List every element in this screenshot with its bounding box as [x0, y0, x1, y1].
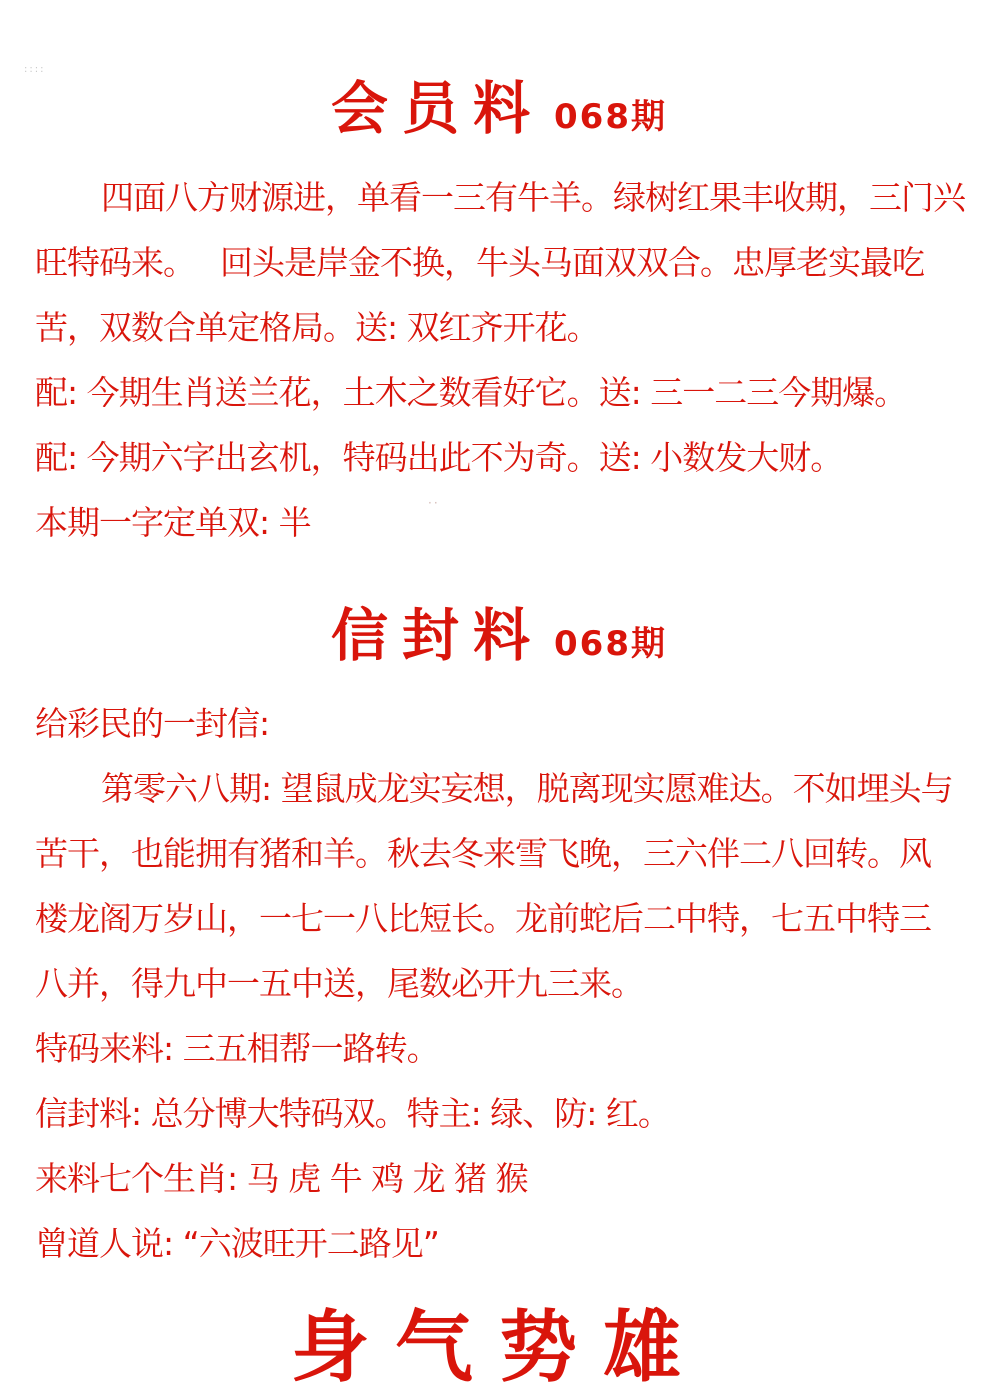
envelope-paragraph-line-1: 第零六八期: 望鼠成龙实妄想，脱离现实愿难达。不如埋头与 [101, 769, 953, 808]
envelope-zodiac-line: 来料七个生肖: 马 虎 牛 鸡 龙 猪 猴 [35, 1159, 528, 1198]
member-section-body [35, 165, 963, 555]
envelope-quote-line: 曾道人说: “六波旺开二路见” [35, 1224, 439, 1263]
member-pair-line-1: 配: 今期生肖送兰花，土木之数看好它。送: 三一二三今期爆。 [35, 373, 907, 412]
member-paragraph-line-1: 四面八方财源进，单看一三有牛羊。绿树红果丰收期，三门兴 [101, 178, 965, 217]
member-title-text: 会员料 [331, 76, 544, 142]
envelope-intro-line: 给彩民的一封信: [35, 704, 270, 743]
envelope-tip-line: 信封料: 总分博大特码双。特主: 绿、防: 红。 [35, 1094, 670, 1133]
scan-smudge-top-left: :::: [24, 64, 46, 75]
scan-dots-after-half: ·· [428, 496, 440, 510]
member-paragraph-line-3: 苦，双数合单定格局。送: 双红齐开花。 [35, 308, 599, 347]
envelope-paragraph-line-4: 八并，得九中一五中送，尾数必开九三来。 [35, 964, 643, 1003]
envelope-paragraph-line-3: 楼龙阁万岁山，一七一八比短长。龙前蛇后二中特，七五中特三 [35, 899, 931, 938]
footer-slogan: 身气势雄 [290, 1303, 707, 1388]
member-one-word-line: 本期一字定单双: 半 [35, 503, 311, 542]
envelope-title-text: 信封料 [331, 603, 544, 669]
envelope-special-code-line: 特码来料: 三五相帮一路转。 [35, 1029, 439, 1068]
envelope-section-title [35, 603, 963, 683]
member-paragraph-line-2: 旺特码来。 回头是岸金不换，牛头马面双双合。忠厚老实最吃 [35, 243, 924, 282]
envelope-section-body [35, 691, 963, 1276]
envelope-issue-number: 068期 [554, 624, 667, 664]
member-section-title [35, 76, 963, 156]
envelope-paragraph-line-2: 苦干，也能拥有猪和羊。秋去冬来雪飞晚，三六伴二八回转。风 [35, 834, 931, 873]
member-pair-line-2: 配: 今期六字出玄机，特码出此不为奇。送: 小数发大财。 [35, 438, 843, 477]
member-issue-number: 068期 [554, 97, 667, 137]
